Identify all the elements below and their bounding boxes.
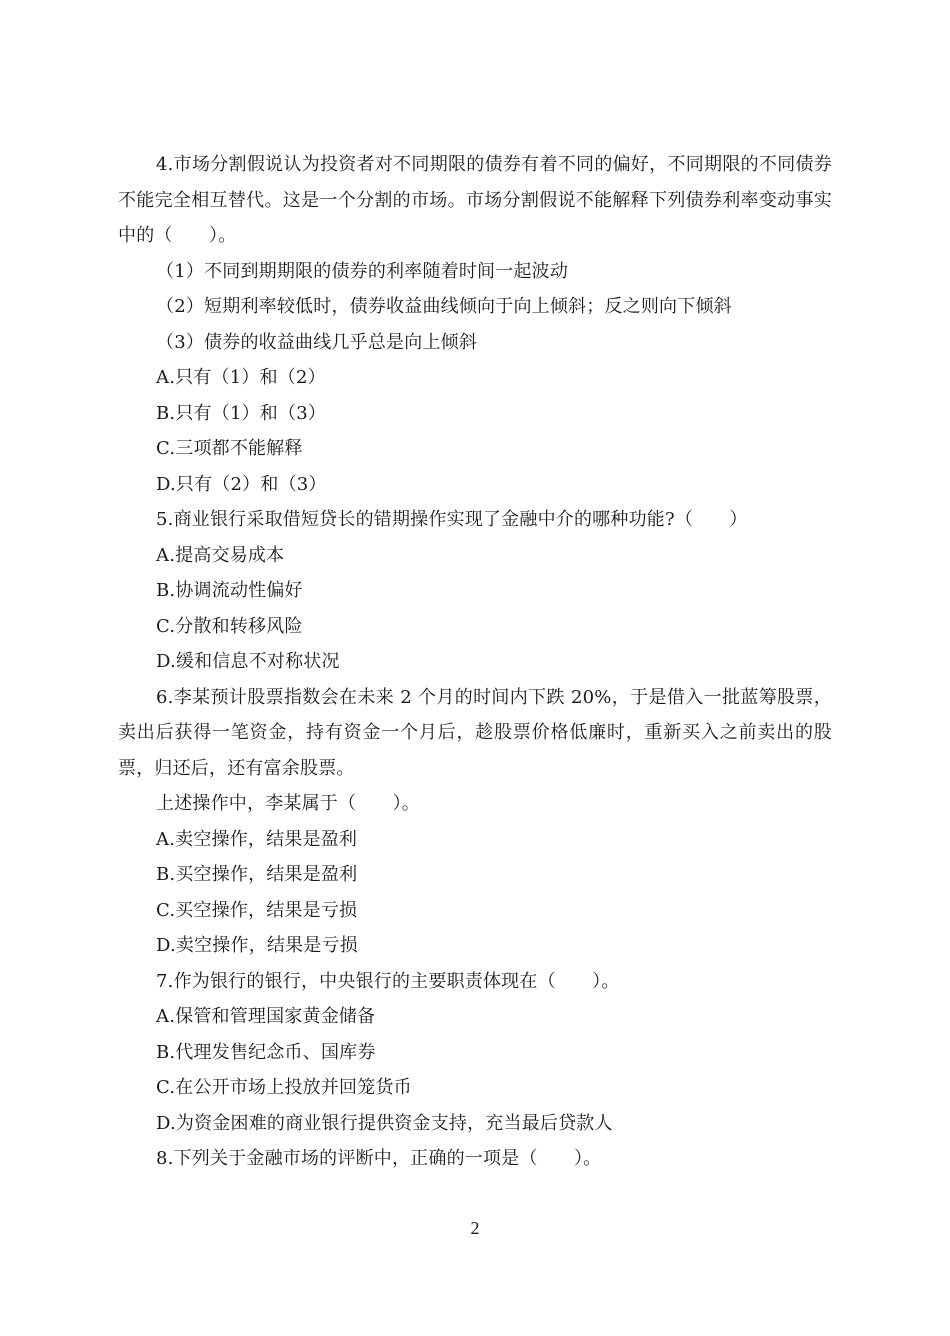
question-4-stem: 4.市场分割假说认为投资者对不同期限的债券有着不同的偏好，不同期限的不同债券不能完全相互替代。这是一个分割的市场。市场分割假说不能解释下列债券利率变动事实中的（ ）。 (118, 154, 832, 246)
question-6-option-d: D.卖空操作，结果是亏损 (156, 935, 358, 956)
question-5-option-b: B.协调流动性偏好 (156, 580, 303, 601)
question-5-option-a: A.提高交易成本 (156, 544, 285, 566)
question-4-option-a: A.只有（1）和（2） (156, 367, 326, 388)
question-7-stem: 7.作为银行的银行，中央银行的主要职责体现在（ ）。 (156, 970, 620, 992)
question-4-statement-1: （1）不同到期期限的债券的利率随着时间一起波动 (156, 260, 569, 282)
question-4-statement-3: （3）债券的收益曲线几乎总是向上倾斜 (156, 331, 478, 353)
question-6-question: 上述操作中，李某属于（ ）。 (156, 793, 420, 814)
question-7-option-b: B.代理发售纪念币、国库券 (156, 1041, 376, 1063)
question-7-option-d: D.为资金困难的商业银行提供资金支持，充当最后贷款人 (156, 1112, 613, 1134)
question-6-stem: 6.李某预计股票指数会在未来 2 个月的时间内下跌 20%，于是借入一批蓝筹股票，卖出后获得一笔资金，持有资金一个月后，趁股票价格低廉时，重新买入之前卖出的股票，归还后，还有富余股票。 (118, 686, 832, 779)
question-5-option-c: C.分散和转移风险 (156, 615, 303, 637)
question-6-option-c: C.买空操作，结果是亏损 (156, 899, 358, 921)
question-4-option-d: D.只有（2）和（3） (156, 473, 327, 495)
question-5-option-d: D.缓和信息不对称状况 (156, 651, 340, 672)
page-number: 2 (470, 1218, 480, 1238)
question-6-option-b: B.买空操作，结果是盈利 (156, 864, 358, 885)
question-5-stem: 5.商业银行采取借短贷长的错期操作实现了金融中介的哪种功能?（ ） (156, 509, 748, 530)
question-4-option-b: B.只有（1）和（3） (156, 402, 327, 424)
question-7-option-a: A.保管和管理国家黄金储备 (156, 1006, 376, 1027)
question-8-stem: 8.下列关于金融市场的评断中，正确的一项是（ ）。 (156, 1148, 602, 1169)
question-content (118, 147, 832, 1177)
question-7-option-c: C.在公开市场上投放并回笼货币 (156, 1077, 412, 1098)
question-4-statement-2: （2）短期利率较低时，债券收益曲线倾向于向上倾斜；反之则向下倾斜 (156, 296, 732, 317)
question-6-option-a: A.卖空操作，结果是盈利 (156, 828, 358, 850)
question-4-option-c: C.三项都不能解释 (156, 438, 303, 459)
